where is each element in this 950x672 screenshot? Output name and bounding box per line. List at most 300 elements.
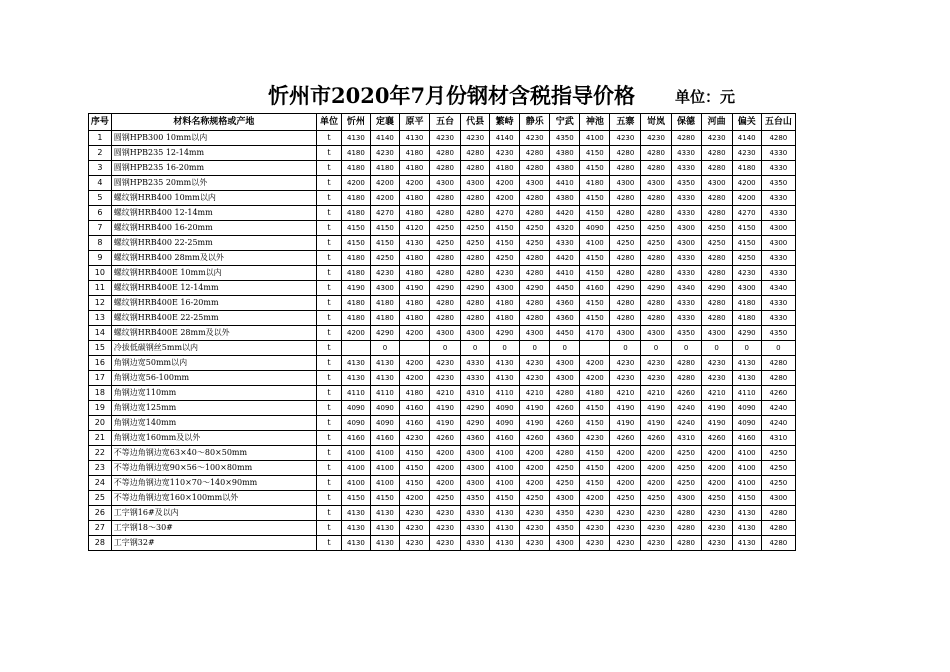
material-name: 螺纹钢HRB400 28mm及以外 <box>111 251 316 266</box>
price-cell: 4150 <box>580 296 610 311</box>
price-cell: 4100 <box>732 476 761 491</box>
price-cell: 4130 <box>490 536 520 551</box>
row-number: 22 <box>89 446 112 461</box>
price-cell: 4300 <box>701 176 732 191</box>
price-cell: 4180 <box>341 206 370 221</box>
price-cell: 4280 <box>701 296 732 311</box>
price-cell: 4200 <box>399 326 429 341</box>
price-cell: 4340 <box>671 281 701 296</box>
price-cell: 4280 <box>671 371 701 386</box>
price-cell: 4180 <box>341 146 370 161</box>
price-cell: 4270 <box>490 206 520 221</box>
price-cell: 4230 <box>520 536 550 551</box>
price-cell: 4250 <box>490 251 520 266</box>
price-cell: 4150 <box>341 491 370 506</box>
price-cell: 0 <box>461 341 490 356</box>
column-header: 原平 <box>399 114 429 131</box>
price-cell: 4250 <box>641 491 671 506</box>
price-cell: 0 <box>761 341 795 356</box>
price-cell: 4230 <box>701 536 732 551</box>
price-cell: 4250 <box>610 236 641 251</box>
price-cell: 4280 <box>610 161 641 176</box>
price-cell: 4300 <box>461 476 490 491</box>
price-cell: 0 <box>671 341 701 356</box>
price-cell: 4210 <box>701 386 732 401</box>
table-row <box>89 521 796 536</box>
price-cell: 4130 <box>732 356 761 371</box>
price-cell: 4300 <box>520 326 550 341</box>
column-header: 五台山 <box>761 114 795 131</box>
price-cell: 4200 <box>370 191 399 206</box>
price-cell: 4130 <box>490 506 520 521</box>
row-number: 27 <box>89 521 112 536</box>
price-cell: 4280 <box>761 536 795 551</box>
price-cell: 4150 <box>490 491 520 506</box>
price-cell: 4280 <box>761 521 795 536</box>
table-row <box>89 146 796 161</box>
price-cell: 4230 <box>490 266 520 281</box>
price-cell: 4330 <box>761 191 795 206</box>
price-cell: 4180 <box>341 311 370 326</box>
price-cell: 4280 <box>701 266 732 281</box>
price-cell: 4190 <box>701 401 732 416</box>
price-cell <box>580 341 610 356</box>
price-cell: 4410 <box>550 176 580 191</box>
row-number: 1 <box>89 131 112 146</box>
price-cell: 4250 <box>461 221 490 236</box>
table-row <box>89 401 796 416</box>
price-cell: 4280 <box>671 506 701 521</box>
price-cell: 4300 <box>641 176 671 191</box>
price-cell: 4340 <box>761 281 795 296</box>
price-cell: 4280 <box>701 146 732 161</box>
price-cell: 4310 <box>761 431 795 446</box>
price-cell: 0 <box>701 341 732 356</box>
table-header-row <box>89 114 796 131</box>
row-number: 11 <box>89 281 112 296</box>
price-cell: 4450 <box>550 281 580 296</box>
price-cell: 4130 <box>370 356 399 371</box>
price-cell: 4230 <box>520 521 550 536</box>
price-cell: 4280 <box>430 296 461 311</box>
price-cell: 4230 <box>430 371 461 386</box>
price-cell: 4200 <box>430 461 461 476</box>
unit-cell: t <box>317 386 342 401</box>
material-name: 圆钢HPB235 16-20mm <box>111 161 316 176</box>
price-cell: 4280 <box>430 206 461 221</box>
price-cell: 4330 <box>761 146 795 161</box>
price-cell: 4290 <box>370 326 399 341</box>
price-cell: 4280 <box>641 146 671 161</box>
price-cell: 4130 <box>490 371 520 386</box>
price-cell: 4250 <box>550 461 580 476</box>
price-cell: 4260 <box>520 431 550 446</box>
price-cell: 4180 <box>370 161 399 176</box>
price-cell: 4250 <box>701 491 732 506</box>
price-cell: 4180 <box>399 251 429 266</box>
price-cell: 4230 <box>520 356 550 371</box>
price-cell: 4280 <box>520 161 550 176</box>
material-name: 螺纹钢HRB400E 10mm以内 <box>111 266 316 281</box>
price-cell: 4180 <box>370 296 399 311</box>
price-cell: 4150 <box>370 236 399 251</box>
price-cell: 4350 <box>550 521 580 536</box>
row-number: 3 <box>89 161 112 176</box>
price-cell: 4100 <box>370 446 399 461</box>
price-cell: 4110 <box>370 386 399 401</box>
price-cell: 4230 <box>399 521 429 536</box>
row-number: 16 <box>89 356 112 371</box>
price-cell: 4350 <box>671 176 701 191</box>
price-cell: 4150 <box>580 251 610 266</box>
price-cell: 4150 <box>732 221 761 236</box>
material-name: 螺纹钢HRB400 10mm以内 <box>111 191 316 206</box>
column-header: 保德 <box>671 114 701 131</box>
price-cell: 4230 <box>610 506 641 521</box>
price-cell: 4100 <box>732 446 761 461</box>
material-name: 不等边角钢边宽110×70～140×90mm <box>111 476 316 491</box>
price-cell: 4180 <box>341 266 370 281</box>
price-cell: 4280 <box>610 266 641 281</box>
table-row <box>89 476 796 491</box>
unit-cell: t <box>317 266 342 281</box>
table-row <box>89 326 796 341</box>
price-cell: 0 <box>610 341 641 356</box>
price-cell: 4200 <box>399 356 429 371</box>
price-cell: 4300 <box>732 281 761 296</box>
price-cell: 4140 <box>370 131 399 146</box>
price-cell: 4330 <box>761 251 795 266</box>
table-row <box>89 161 796 176</box>
price-cell: 4280 <box>761 371 795 386</box>
price-cell: 4360 <box>550 431 580 446</box>
price-cell: 4300 <box>520 176 550 191</box>
price-cell: 4280 <box>641 266 671 281</box>
price-cell: 4260 <box>550 416 580 431</box>
unit-cell: t <box>317 131 342 146</box>
column-header: 材料名称规格或产地 <box>111 114 316 131</box>
row-number: 24 <box>89 476 112 491</box>
price-cell: 4130 <box>370 536 399 551</box>
price-cell: 4280 <box>641 161 671 176</box>
unit-cell: t <box>317 446 342 461</box>
table-row <box>89 176 796 191</box>
price-cell: 4260 <box>761 386 795 401</box>
price-cell: 4090 <box>341 416 370 431</box>
price-cell: 4280 <box>430 161 461 176</box>
price-cell: 0 <box>550 341 580 356</box>
price-cell: 4240 <box>671 401 701 416</box>
price-cell: 4130 <box>341 356 370 371</box>
row-number: 18 <box>89 386 112 401</box>
price-cell: 4190 <box>520 416 550 431</box>
price-cell: 4110 <box>341 386 370 401</box>
price-cell: 4230 <box>580 431 610 446</box>
price-cell: 4130 <box>341 131 370 146</box>
material-name: 螺纹钢HRB400 16-20mm <box>111 221 316 236</box>
price-cell: 4230 <box>610 521 641 536</box>
price-cell: 4270 <box>732 206 761 221</box>
price-cell: 4280 <box>520 296 550 311</box>
price-cell: 4330 <box>461 356 490 371</box>
price-cell: 4280 <box>550 386 580 401</box>
price-cell: 4310 <box>671 431 701 446</box>
price-cell: 4150 <box>580 161 610 176</box>
price-cell: 4150 <box>580 266 610 281</box>
price-cell: 4260 <box>641 431 671 446</box>
price-cell: 4280 <box>610 146 641 161</box>
price-cell: 4280 <box>461 266 490 281</box>
table-row <box>89 536 796 551</box>
price-cell: 4300 <box>461 461 490 476</box>
price-cell: 4200 <box>399 371 429 386</box>
price-cell: 4290 <box>701 281 732 296</box>
unit-cell: t <box>317 356 342 371</box>
price-cell: 4280 <box>641 296 671 311</box>
price-cell: 4280 <box>461 206 490 221</box>
price-cell: 4130 <box>370 371 399 386</box>
price-cell: 4330 <box>761 311 795 326</box>
table-row <box>89 461 796 476</box>
price-cell: 4230 <box>461 131 490 146</box>
price-cell: 4280 <box>520 191 550 206</box>
material-name: 螺纹钢HRB400 12-14mm <box>111 206 316 221</box>
price-cell: 4300 <box>610 326 641 341</box>
price-cell: 4150 <box>580 311 610 326</box>
price-cell: 4180 <box>732 161 761 176</box>
price-cell: 4130 <box>341 371 370 386</box>
price-cell: 4190 <box>430 416 461 431</box>
column-header: 繁峙 <box>490 114 520 131</box>
price-cell <box>399 341 429 356</box>
unit-cell: t <box>317 176 342 191</box>
table-row <box>89 416 796 431</box>
table-row <box>89 221 796 236</box>
price-cell: 4280 <box>610 206 641 221</box>
price-cell: 4290 <box>490 326 520 341</box>
price-cell: 4200 <box>370 176 399 191</box>
price-cell: 4230 <box>641 521 671 536</box>
price-cell: 4250 <box>430 236 461 251</box>
price-cell: 4330 <box>461 536 490 551</box>
price-cell: 4420 <box>550 206 580 221</box>
price-cell: 4280 <box>550 446 580 461</box>
price-cell: 4180 <box>399 386 429 401</box>
row-number: 10 <box>89 266 112 281</box>
price-cell: 4280 <box>671 356 701 371</box>
table-row <box>89 506 796 521</box>
price-cell: 4180 <box>341 251 370 266</box>
price-cell: 4250 <box>671 476 701 491</box>
table-row <box>89 356 796 371</box>
price-cell: 4200 <box>641 446 671 461</box>
price-cell: 4200 <box>520 446 550 461</box>
price-cell: 4180 <box>399 311 429 326</box>
price-cell: 4100 <box>732 461 761 476</box>
column-header: 忻州 <box>341 114 370 131</box>
price-cell: 4450 <box>550 326 580 341</box>
column-header: 五台 <box>430 114 461 131</box>
unit-cell: t <box>317 491 342 506</box>
price-cell: 4100 <box>370 461 399 476</box>
price-cell: 4280 <box>430 266 461 281</box>
price-cell: 4280 <box>641 251 671 266</box>
price-cell: 4180 <box>580 386 610 401</box>
price-cell: 4240 <box>761 401 795 416</box>
price-cell: 4190 <box>399 281 429 296</box>
price-cell: 4200 <box>701 476 732 491</box>
price-cell: 4230 <box>580 521 610 536</box>
price-cell: 4350 <box>761 176 795 191</box>
price-cell: 4100 <box>370 476 399 491</box>
price-cell: 4260 <box>671 386 701 401</box>
price-cell: 4200 <box>701 461 732 476</box>
price-cell: 4150 <box>732 491 761 506</box>
price-cell: 4100 <box>490 476 520 491</box>
price-cell: 4230 <box>732 266 761 281</box>
unit-cell: t <box>317 536 342 551</box>
price-cell: 4230 <box>430 356 461 371</box>
unit-cell: t <box>317 416 342 431</box>
price-cell: 4330 <box>461 506 490 521</box>
table-row <box>89 281 796 296</box>
row-number: 19 <box>89 401 112 416</box>
price-cell: 4200 <box>732 191 761 206</box>
table-row <box>89 206 796 221</box>
price-cell: 4280 <box>461 311 490 326</box>
unit-cell: t <box>317 146 342 161</box>
material-name: 螺纹钢HRB400E 16-20mm <box>111 296 316 311</box>
price-cell: 4280 <box>671 521 701 536</box>
price-cell: 4230 <box>701 131 732 146</box>
price-cell: 4180 <box>580 176 610 191</box>
price-cell: 4100 <box>341 446 370 461</box>
price-cell: 4200 <box>430 446 461 461</box>
price-cell: 4280 <box>520 266 550 281</box>
row-number: 13 <box>89 311 112 326</box>
price-cell: 0 <box>732 341 761 356</box>
price-cell: 4180 <box>732 311 761 326</box>
price-cell: 4380 <box>550 161 580 176</box>
price-cell: 4410 <box>550 266 580 281</box>
table-body <box>89 131 796 551</box>
price-cell: 4290 <box>461 416 490 431</box>
price-cell: 4200 <box>341 176 370 191</box>
price-cell: 4280 <box>701 251 732 266</box>
price-cell: 4200 <box>610 461 641 476</box>
price-cell: 4250 <box>520 221 550 236</box>
price-cell: 4260 <box>550 401 580 416</box>
price-cell: 4290 <box>732 326 761 341</box>
price-cell: 4300 <box>671 236 701 251</box>
row-number: 14 <box>89 326 112 341</box>
price-cell: 4160 <box>490 431 520 446</box>
price-cell: 4280 <box>520 311 550 326</box>
price-cell: 4360 <box>550 311 580 326</box>
material-name: 圆钢HPB235 20mm以外 <box>111 176 316 191</box>
unit-cell: t <box>317 521 342 536</box>
price-cell: 4150 <box>580 416 610 431</box>
price-cell: 4150 <box>580 206 610 221</box>
unit-cell: t <box>317 161 342 176</box>
price-cell: 4230 <box>370 266 399 281</box>
price-cell: 4200 <box>490 176 520 191</box>
price-cell: 4130 <box>732 371 761 386</box>
price-cell: 4290 <box>641 281 671 296</box>
price-cell: 4130 <box>732 536 761 551</box>
price-cell: 4130 <box>732 521 761 536</box>
row-number: 15 <box>89 341 112 356</box>
price-cell: 4290 <box>610 281 641 296</box>
price-cell: 4300 <box>610 176 641 191</box>
price-cell: 4280 <box>520 206 550 221</box>
price-cell: 4300 <box>461 446 490 461</box>
price-cell: 4280 <box>761 356 795 371</box>
price-cell: 4250 <box>520 236 550 251</box>
price-cell: 4230 <box>520 506 550 521</box>
price-cell: 4150 <box>370 491 399 506</box>
price-cell: 4200 <box>430 476 461 491</box>
price-cell: 4330 <box>461 371 490 386</box>
price-cell: 4160 <box>341 431 370 446</box>
price-cell: 4230 <box>370 146 399 161</box>
price-cell: 4300 <box>370 281 399 296</box>
price-cell: 4250 <box>610 491 641 506</box>
price-cell: 4280 <box>461 191 490 206</box>
price-cell: 4360 <box>461 431 490 446</box>
price-cell: 4160 <box>399 401 429 416</box>
price-cell: 4200 <box>732 176 761 191</box>
unit-cell: t <box>317 431 342 446</box>
price-cell: 4180 <box>490 296 520 311</box>
price-cell: 4150 <box>399 461 429 476</box>
price-cell: 4150 <box>490 221 520 236</box>
price-cell: 4300 <box>550 491 580 506</box>
price-cell: 4300 <box>430 326 461 341</box>
price-cell: 4330 <box>671 311 701 326</box>
price-cell: 4330 <box>550 236 580 251</box>
price-cell: 4230 <box>610 536 641 551</box>
table-row <box>89 491 796 506</box>
material-name: 角钢边宽140mm <box>111 416 316 431</box>
column-header: 偏关 <box>732 114 761 131</box>
table-row <box>89 341 796 356</box>
price-cell: 4160 <box>370 431 399 446</box>
material-name: 不等边角钢边宽160×100mm以外 <box>111 491 316 506</box>
price-cell: 4280 <box>701 311 732 326</box>
price-cell: 0 <box>490 341 520 356</box>
price-cell: 4280 <box>641 206 671 221</box>
price-cell: 4230 <box>701 521 732 536</box>
price-cell: 4280 <box>520 146 550 161</box>
price-cell: 4280 <box>761 131 795 146</box>
price-cell: 4330 <box>461 521 490 536</box>
price-cell: 4150 <box>370 221 399 236</box>
price-cell: 4200 <box>520 461 550 476</box>
price-cell: 4230 <box>610 131 641 146</box>
price-cell: 4270 <box>370 206 399 221</box>
price-cell: 4230 <box>580 506 610 521</box>
price-cell: 4280 <box>461 296 490 311</box>
price-cell: 4200 <box>610 446 641 461</box>
unit-cell: t <box>317 341 342 356</box>
price-cell: 4130 <box>399 236 429 251</box>
price-cell: 4210 <box>610 386 641 401</box>
price-cell: 4380 <box>550 146 580 161</box>
price-cell: 4250 <box>701 236 732 251</box>
price-cell: 4150 <box>399 476 429 491</box>
price-cell: 4300 <box>641 326 671 341</box>
